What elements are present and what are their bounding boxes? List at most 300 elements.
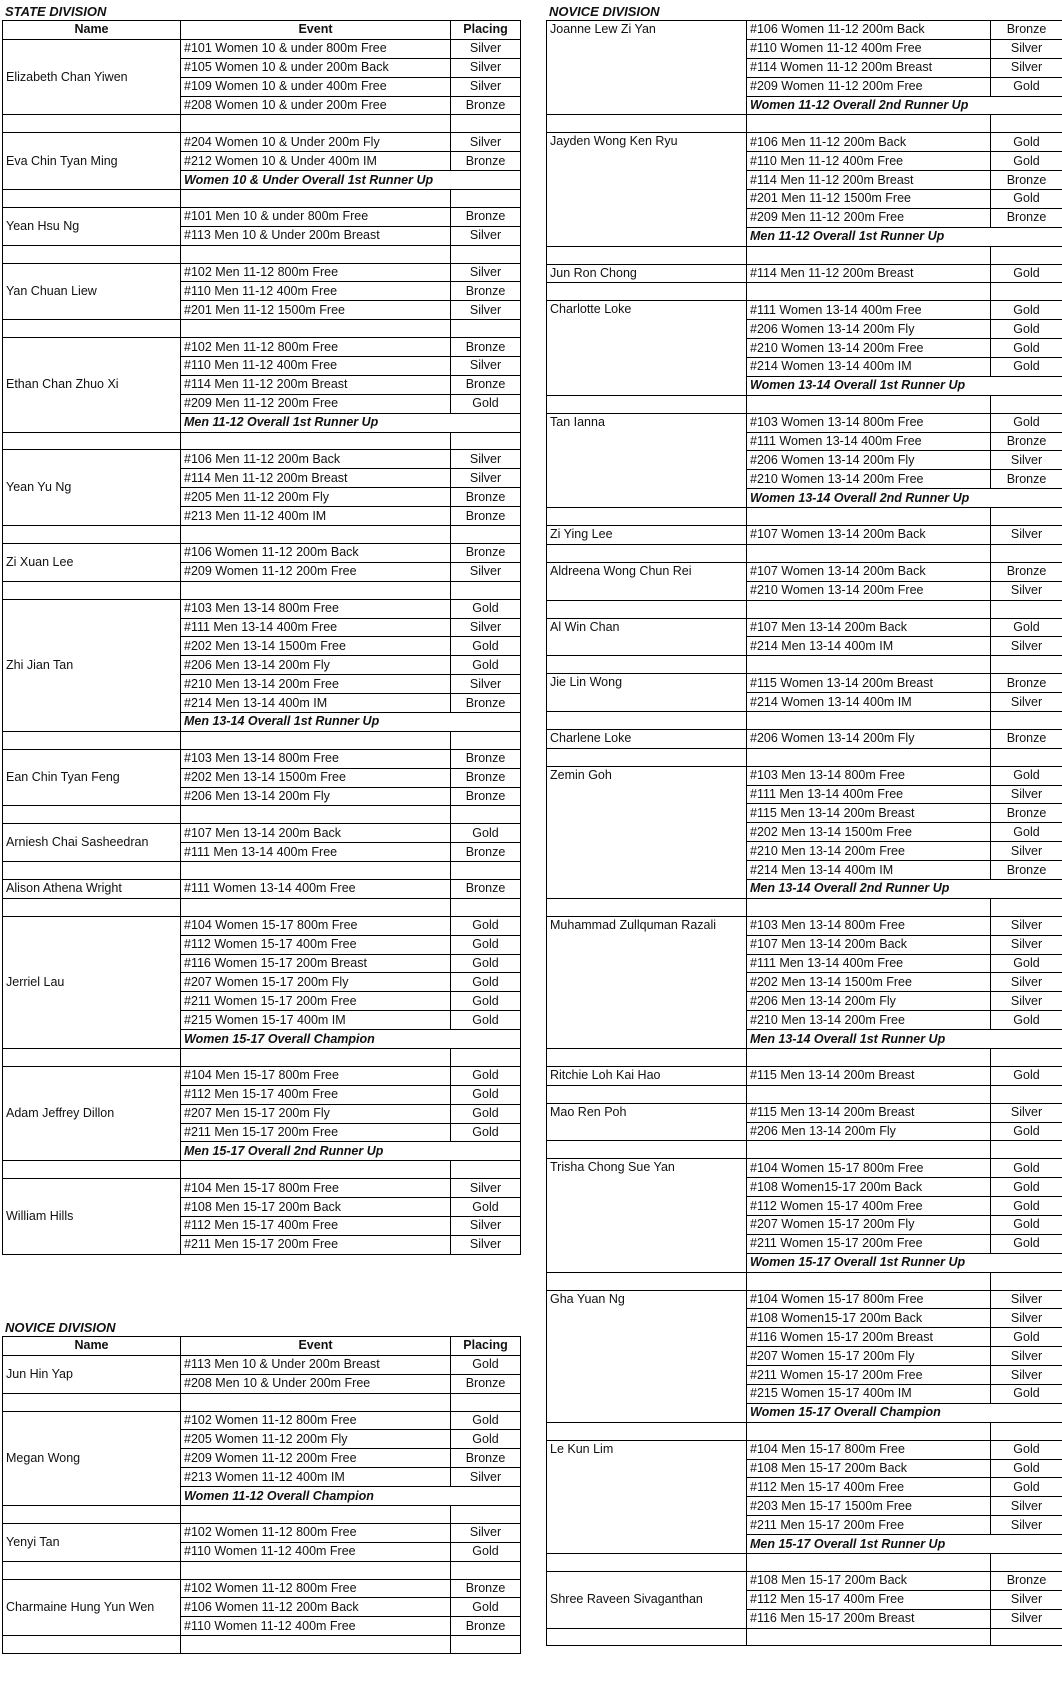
event-cell: #108 Women15-17 200m Back <box>747 1309 991 1328</box>
event-cell: #208 Men 10 & Under 200m Free <box>181 1374 451 1393</box>
event-cell: #103 Men 13-14 800m Free <box>181 749 451 768</box>
overall-award: Women 10 & Under Overall 1st Runner Up <box>181 171 521 190</box>
placing-cell: Gold <box>991 954 1062 973</box>
spacer-cell <box>747 1628 991 1646</box>
spacer-cell <box>747 1048 991 1066</box>
placing-cell: Silver <box>451 1235 521 1254</box>
placing-cell: Gold <box>451 992 521 1011</box>
spacer-row <box>3 432 521 450</box>
event-cell: #111 Men 13-14 400m Free <box>181 843 451 862</box>
spacer-cell <box>181 898 451 916</box>
spacer-cell <box>547 1422 747 1440</box>
placing-cell: Bronze <box>451 488 521 507</box>
event-cell: #211 Men 15-17 200m Free <box>181 1235 451 1254</box>
event-cell: #207 Women 15-17 200m Fly <box>747 1347 991 1366</box>
spacer-cell <box>181 1161 451 1179</box>
table-row <box>3 599 521 618</box>
athlete-name: Jun Ron Chong <box>547 264 747 283</box>
placing-cell: Gold <box>991 1197 1062 1216</box>
spacer-row <box>547 1048 1062 1066</box>
spacer-cell <box>747 283 991 301</box>
table-row <box>547 562 1062 581</box>
event-cell: #201 Men 11-12 1500m Free <box>181 301 451 320</box>
spacer-cell <box>747 115 991 133</box>
spacer-row <box>547 246 1062 264</box>
placing-cell: Gold <box>991 1122 1062 1141</box>
placing-cell: Gold <box>991 320 1062 339</box>
placing-cell: Gold <box>451 1011 521 1030</box>
event-cell: #114 Men 11-12 200m Breast <box>181 469 451 488</box>
event-cell: #112 Men 15-17 400m Free <box>747 1590 991 1609</box>
spacer-row <box>3 190 521 208</box>
spacer-cell <box>547 600 747 618</box>
event-cell: #111 Men 13-14 400m Free <box>181 618 451 637</box>
event-cell: #206 Men 13-14 200m Fly <box>747 992 991 1011</box>
placing-cell: Bronze <box>991 729 1062 748</box>
overall-award: Men 13-14 Overall 2nd Runner Up <box>747 879 1062 898</box>
event-cell: #202 Men 13-14 1500m Free <box>747 823 991 842</box>
athlete-name: Zhi Jian Tan <box>3 599 181 731</box>
spacer-cell <box>3 526 181 544</box>
spacer-cell <box>547 283 747 301</box>
event-cell: #102 Women 11-12 800m Free <box>181 1579 451 1598</box>
spacer-cell <box>451 731 521 749</box>
overall-award: Men 13-14 Overall 1st Runner Up <box>181 712 521 731</box>
event-cell: #111 Women 13-14 400m Free <box>747 432 991 451</box>
placing-cell: Gold <box>991 1159 1062 1178</box>
spacer-cell <box>991 711 1062 729</box>
athlete-name: Zemin Goh <box>547 766 747 898</box>
table-row <box>547 133 1062 152</box>
placing-cell: Gold <box>991 1234 1062 1253</box>
table-row <box>547 766 1062 785</box>
event-cell: #114 Women 11-12 200m Breast <box>747 58 991 77</box>
table-row <box>547 21 1062 40</box>
header-name: Name <box>3 21 181 40</box>
placing-cell: Silver <box>451 39 521 58</box>
placing-cell: Gold <box>451 599 521 618</box>
spacer-row <box>3 1161 521 1179</box>
table-row <box>3 263 521 282</box>
placing-cell: Silver <box>451 58 521 77</box>
table-row <box>547 1103 1062 1122</box>
spacer-cell <box>3 320 181 338</box>
spacer-cell <box>3 190 181 208</box>
spacer-row <box>3 1561 521 1579</box>
placing-cell: Silver <box>991 973 1062 992</box>
event-cell: #209 Men 11-12 200m Free <box>181 394 451 413</box>
event-cell: #205 Men 11-12 200m Fly <box>181 488 451 507</box>
spacer-cell <box>451 1048 521 1066</box>
event-cell: #111 Women 13-14 400m Free <box>181 879 451 898</box>
novice-division-right-body <box>547 21 1062 1646</box>
athlete-name: Joanne Lew Zi Yan <box>547 21 747 115</box>
event-cell: #112 Men 15-17 400m Free <box>181 1085 451 1104</box>
event-cell: #202 Men 13-14 1500m Free <box>181 637 451 656</box>
table-row <box>3 1523 521 1542</box>
placing-cell: Gold <box>451 656 521 675</box>
event-cell: #209 Men 11-12 200m Free <box>747 208 991 227</box>
spacer-cell <box>991 748 1062 766</box>
placing-cell: Silver <box>991 39 1062 58</box>
event-cell: #115 Women 13-14 200m Breast <box>747 674 991 693</box>
spacer-row <box>547 1141 1062 1159</box>
placing-cell: Gold <box>991 264 1062 283</box>
event-cell: #107 Men 13-14 200m Back <box>747 618 991 637</box>
spacer-cell <box>747 898 991 916</box>
placing-cell: Silver <box>451 263 521 282</box>
novice-division-left-title: NOVICE DIVISION <box>5 1320 116 1335</box>
spacer-cell <box>3 1161 181 1179</box>
placing-cell: Silver <box>451 357 521 376</box>
placing-cell: Bronze <box>451 152 521 171</box>
event-cell: #110 Women 11-12 400m Free <box>747 39 991 58</box>
placing-cell: Bronze <box>451 749 521 768</box>
spacer-cell <box>547 656 747 674</box>
overall-award: Men 11-12 Overall 1st Runner Up <box>181 413 521 432</box>
spacer-row <box>547 748 1062 766</box>
event-cell: #213 Women 11-12 400m IM <box>181 1468 451 1487</box>
spacer-cell <box>747 1085 991 1103</box>
placing-cell: Gold <box>451 394 521 413</box>
spacer-cell <box>3 581 181 599</box>
event-cell: #102 Women 11-12 800m Free <box>181 1523 451 1542</box>
spacer-cell <box>451 432 521 450</box>
table-row <box>547 1290 1062 1309</box>
spacer-cell <box>747 395 991 413</box>
table-row <box>3 749 521 768</box>
placing-cell: Bronze <box>451 207 521 226</box>
athlete-name: Zi Xuan Lee <box>3 543 181 581</box>
event-cell: #101 Women 10 & under 800m Free <box>181 39 451 58</box>
overall-award: Men 15-17 Overall 2nd Runner Up <box>181 1142 521 1161</box>
placing-cell: Silver <box>991 58 1062 77</box>
athlete-name: Jayden Wong Ken Ryu <box>547 133 747 246</box>
placing-cell: Bronze <box>991 470 1062 489</box>
spacer-cell <box>181 1393 451 1411</box>
overall-award: Women 15-17 Overall Champion <box>181 1030 521 1049</box>
overall-award: Women 13-14 Overall 2nd Runner Up <box>747 489 1062 508</box>
placing-cell: Gold <box>451 1430 521 1449</box>
table-row <box>3 1355 521 1374</box>
event-cell: #116 Women 15-17 200m Breast <box>181 954 451 973</box>
event-cell: #201 Men 11-12 1500m Free <box>747 190 991 209</box>
event-cell: #212 Women 10 & Under 400m IM <box>181 152 451 171</box>
athlete-name: Arniesh Chai Sasheedran <box>3 824 181 862</box>
spacer-row <box>3 581 521 599</box>
athlete-name: Aldreena Wong Chun Rei <box>547 562 747 600</box>
placing-cell: Silver <box>451 1468 521 1487</box>
placing-cell: Silver <box>451 301 521 320</box>
event-cell: #206 Men 13-14 200m Fly <box>181 787 451 806</box>
spacer-cell <box>181 1561 451 1579</box>
placing-cell: Gold <box>451 1104 521 1123</box>
spacer-cell <box>181 245 451 263</box>
spacer-cell <box>181 1636 451 1654</box>
spacer-cell <box>747 544 991 562</box>
spacer-cell <box>747 1272 991 1290</box>
table-row <box>3 824 521 843</box>
spacer-cell <box>451 190 521 208</box>
event-cell: #111 Men 13-14 400m Free <box>747 785 991 804</box>
table-row <box>3 133 521 152</box>
placing-cell: Bronze <box>451 543 521 562</box>
spacer-cell <box>3 1048 181 1066</box>
athlete-name: Yean Hsu Ng <box>3 207 181 245</box>
event-cell: #110 Women 11-12 400m Free <box>181 1542 451 1561</box>
placing-cell: Gold <box>991 1178 1062 1197</box>
table-row <box>547 301 1062 320</box>
event-cell: #104 Men 15-17 800m Free <box>181 1066 451 1085</box>
spacer-cell <box>547 395 747 413</box>
event-cell: #110 Men 11-12 400m Free <box>747 152 991 171</box>
placing-cell: Silver <box>451 1179 521 1198</box>
spacer-cell <box>451 1636 521 1654</box>
event-cell: #104 Men 15-17 800m Free <box>747 1440 991 1459</box>
placing-cell: Silver <box>451 675 521 694</box>
placing-cell: Bronze <box>991 171 1062 190</box>
event-cell: #109 Women 10 & under 400m Free <box>181 77 451 96</box>
event-cell: #214 Men 13-14 400m IM <box>181 694 451 713</box>
table-row <box>547 916 1062 935</box>
spacer-row <box>547 395 1062 413</box>
placing-cell: Silver <box>991 1347 1062 1366</box>
spacer-cell <box>991 600 1062 618</box>
placing-cell: Bronze <box>451 96 521 115</box>
event-cell: #106 Men 11-12 200m Back <box>747 133 991 152</box>
placing-cell: Bronze <box>991 208 1062 227</box>
spacer-row <box>547 544 1062 562</box>
event-cell: #112 Women 15-17 400m Free <box>747 1197 991 1216</box>
spacer-cell <box>181 320 451 338</box>
table-row <box>547 1440 1062 1459</box>
table-row <box>547 413 1062 432</box>
placing-cell: Gold <box>451 824 521 843</box>
placing-cell: Gold <box>451 1198 521 1217</box>
spacer-row <box>3 115 521 133</box>
athlete-name: Alison Athena Wright <box>3 879 181 898</box>
event-cell: #214 Men 13-14 400m IM <box>747 637 991 656</box>
event-cell: #202 Men 13-14 1500m Free <box>181 768 451 787</box>
placing-cell: Gold <box>991 152 1062 171</box>
placing-cell: Gold <box>451 1355 521 1374</box>
placing-cell: Bronze <box>451 768 521 787</box>
placing-cell: Silver <box>991 785 1062 804</box>
overall-award: Men 11-12 Overall 1st Runner Up <box>747 227 1062 246</box>
event-cell: #205 Women 11-12 200m Fly <box>181 1430 451 1449</box>
event-cell: #102 Men 11-12 800m Free <box>181 338 451 357</box>
spacer-cell <box>3 731 181 749</box>
event-cell: #108 Men 15-17 200m Back <box>181 1198 451 1217</box>
spacer-row <box>547 1422 1062 1440</box>
placing-cell: Silver <box>451 562 521 581</box>
spacer-row <box>3 1506 521 1524</box>
placing-cell: Bronze <box>451 338 521 357</box>
athlete-name: Jerriel Lau <box>3 916 181 1048</box>
spacer-cell <box>747 1422 991 1440</box>
novice-division-left-body <box>3 1355 521 1653</box>
table-row <box>3 879 521 898</box>
athlete-name: Charlotte Loke <box>547 301 747 395</box>
athlete-name: Adam Jeffrey Dillon <box>3 1066 181 1160</box>
placing-cell: Gold <box>991 766 1062 785</box>
event-cell: #206 Women 13-14 200m Fly <box>747 320 991 339</box>
event-cell: #114 Men 11-12 200m Breast <box>747 171 991 190</box>
placing-cell: Bronze <box>991 1571 1062 1590</box>
athlete-name: Gha Yuan Ng <box>547 1290 747 1422</box>
spacer-row <box>547 600 1062 618</box>
spacer-cell <box>181 115 451 133</box>
spacer-row <box>547 1272 1062 1290</box>
event-cell: #210 Women 13-14 200m Free <box>747 581 991 600</box>
spacer-cell <box>991 1628 1062 1646</box>
spacer-cell <box>991 246 1062 264</box>
spacer-row <box>547 283 1062 301</box>
table-row <box>3 338 521 357</box>
overall-award: Women 15-17 Overall 1st Runner Up <box>747 1253 1062 1272</box>
placing-cell: Silver <box>991 693 1062 712</box>
event-cell: #214 Women 13-14 400m IM <box>747 358 991 377</box>
spacer-row <box>3 806 521 824</box>
placing-cell: Silver <box>991 1103 1062 1122</box>
placing-cell: Gold <box>991 1011 1062 1030</box>
state-division-table <box>2 20 521 1255</box>
placing-cell: Gold <box>991 1440 1062 1459</box>
event-cell: #110 Men 11-12 400m Free <box>181 282 451 301</box>
novice-division-right-title: NOVICE DIVISION <box>549 4 660 19</box>
placing-cell: Bronze <box>451 879 521 898</box>
athlete-name: Jun Hin Yap <box>3 1355 181 1393</box>
event-cell: #116 Women 15-17 200m Breast <box>747 1328 991 1347</box>
overall-award: Women 11-12 Overall Champion <box>181 1487 521 1506</box>
placing-cell: Gold <box>451 935 521 954</box>
event-cell: #210 Women 13-14 200m Free <box>747 339 991 358</box>
athlete-name: Muhammad Zullquman Razali <box>547 916 747 1048</box>
table-row <box>3 1179 521 1198</box>
spacer-cell <box>547 711 747 729</box>
event-cell: #113 Men 10 & Under 200m Breast <box>181 226 451 245</box>
table-row <box>547 264 1062 283</box>
athlete-name: Zi Ying Lee <box>547 526 747 545</box>
placing-cell: Bronze <box>991 804 1062 823</box>
placing-cell: Silver <box>451 226 521 245</box>
spacer-row <box>547 1085 1062 1103</box>
overall-award: Men 15-17 Overall 1st Runner Up <box>747 1535 1062 1554</box>
event-cell: #116 Men 15-17 200m Breast <box>747 1609 991 1628</box>
placing-cell: Silver <box>451 133 521 152</box>
spacer-row <box>547 711 1062 729</box>
spacer-cell <box>547 246 747 264</box>
placing-cell: Gold <box>991 339 1062 358</box>
spacer-cell <box>181 526 451 544</box>
event-cell: #112 Men 15-17 400m Free <box>747 1478 991 1497</box>
event-cell: #215 Women 15-17 400m IM <box>747 1385 991 1404</box>
athlete-name: Trisha Chong Sue Yan <box>547 1159 747 1272</box>
spacer-cell <box>547 1272 747 1290</box>
spacer-cell <box>991 115 1062 133</box>
spacer-cell <box>3 1393 181 1411</box>
spacer-cell <box>3 898 181 916</box>
placing-cell: Silver <box>991 581 1062 600</box>
event-cell: #115 Men 13-14 200m Breast <box>747 804 991 823</box>
event-cell: #211 Women 15-17 200m Free <box>747 1234 991 1253</box>
spacer-cell <box>747 246 991 264</box>
event-cell: #209 Women 11-12 200m Free <box>181 1449 451 1468</box>
placing-cell: Bronze <box>451 282 521 301</box>
spacer-cell <box>451 806 521 824</box>
event-cell: #210 Men 13-14 200m Free <box>181 675 451 694</box>
table-row <box>3 543 521 562</box>
spacer-cell <box>3 245 181 263</box>
spacer-cell <box>3 432 181 450</box>
placing-cell: Gold <box>451 1085 521 1104</box>
placing-cell: Silver <box>451 469 521 488</box>
spacer-cell <box>991 1141 1062 1159</box>
spacer-cell <box>451 1161 521 1179</box>
placing-cell: Bronze <box>451 1579 521 1598</box>
placing-cell: Bronze <box>451 1617 521 1636</box>
table-row <box>3 1411 521 1430</box>
event-cell: #101 Men 10 & under 800m Free <box>181 207 451 226</box>
spacer-cell <box>181 806 451 824</box>
spacer-cell <box>747 1141 991 1159</box>
event-cell: #115 Men 13-14 200m Breast <box>747 1066 991 1085</box>
athlete-name: Yenyi Tan <box>3 1523 181 1561</box>
placing-cell: Gold <box>451 973 521 992</box>
spacer-cell <box>451 245 521 263</box>
placing-cell: Gold <box>991 190 1062 209</box>
athlete-name: Megan Wong <box>3 1411 181 1505</box>
spacer-cell <box>451 115 521 133</box>
event-cell: #203 Men 15-17 1500m Free <box>747 1497 991 1516</box>
athlete-name: Tan Ianna <box>547 413 747 507</box>
event-cell: #115 Men 13-14 200m Breast <box>747 1103 991 1122</box>
spacer-cell <box>547 115 747 133</box>
athlete-name: Jie Lin Wong <box>547 674 747 712</box>
event-cell: #202 Men 13-14 1500m Free <box>747 973 991 992</box>
spacer-cell <box>991 656 1062 674</box>
athlete-name: Ritchie Loh Kai Hao <box>547 1066 747 1085</box>
spacer-row <box>547 656 1062 674</box>
placing-cell: Gold <box>991 358 1062 377</box>
athlete-name: Charlene Loke <box>547 729 747 748</box>
spacer-cell <box>547 1628 747 1646</box>
placing-cell: Gold <box>451 1542 521 1561</box>
header-placing: Placing <box>451 21 521 40</box>
athlete-name: Mao Ren Poh <box>547 1103 747 1141</box>
placing-cell: Bronze <box>451 843 521 862</box>
event-cell: #210 Men 13-14 200m Free <box>747 842 991 861</box>
event-cell: #107 Men 13-14 200m Back <box>747 935 991 954</box>
spacer-cell <box>991 1554 1062 1572</box>
event-cell: #104 Women 15-17 800m Free <box>747 1159 991 1178</box>
table-row <box>3 1066 521 1085</box>
event-cell: #103 Women 13-14 800m Free <box>747 413 991 432</box>
overall-award: Women 11-12 Overall 2nd Runner Up <box>747 96 1062 115</box>
athlete-name: Le Kun Lim <box>547 1440 747 1553</box>
placing-cell: Bronze <box>991 674 1062 693</box>
placing-cell: Bronze <box>991 562 1062 581</box>
event-cell: #210 Women 13-14 200m Free <box>747 470 991 489</box>
spacer-cell <box>451 1561 521 1579</box>
placing-cell: Gold <box>451 1411 521 1430</box>
table-row <box>547 1571 1062 1590</box>
spacer-cell <box>991 544 1062 562</box>
event-cell: #213 Men 11-12 400m IM <box>181 507 451 526</box>
table-row <box>3 39 521 58</box>
placing-cell: Silver <box>991 842 1062 861</box>
event-cell: #111 Women 13-14 400m Free <box>747 301 991 320</box>
